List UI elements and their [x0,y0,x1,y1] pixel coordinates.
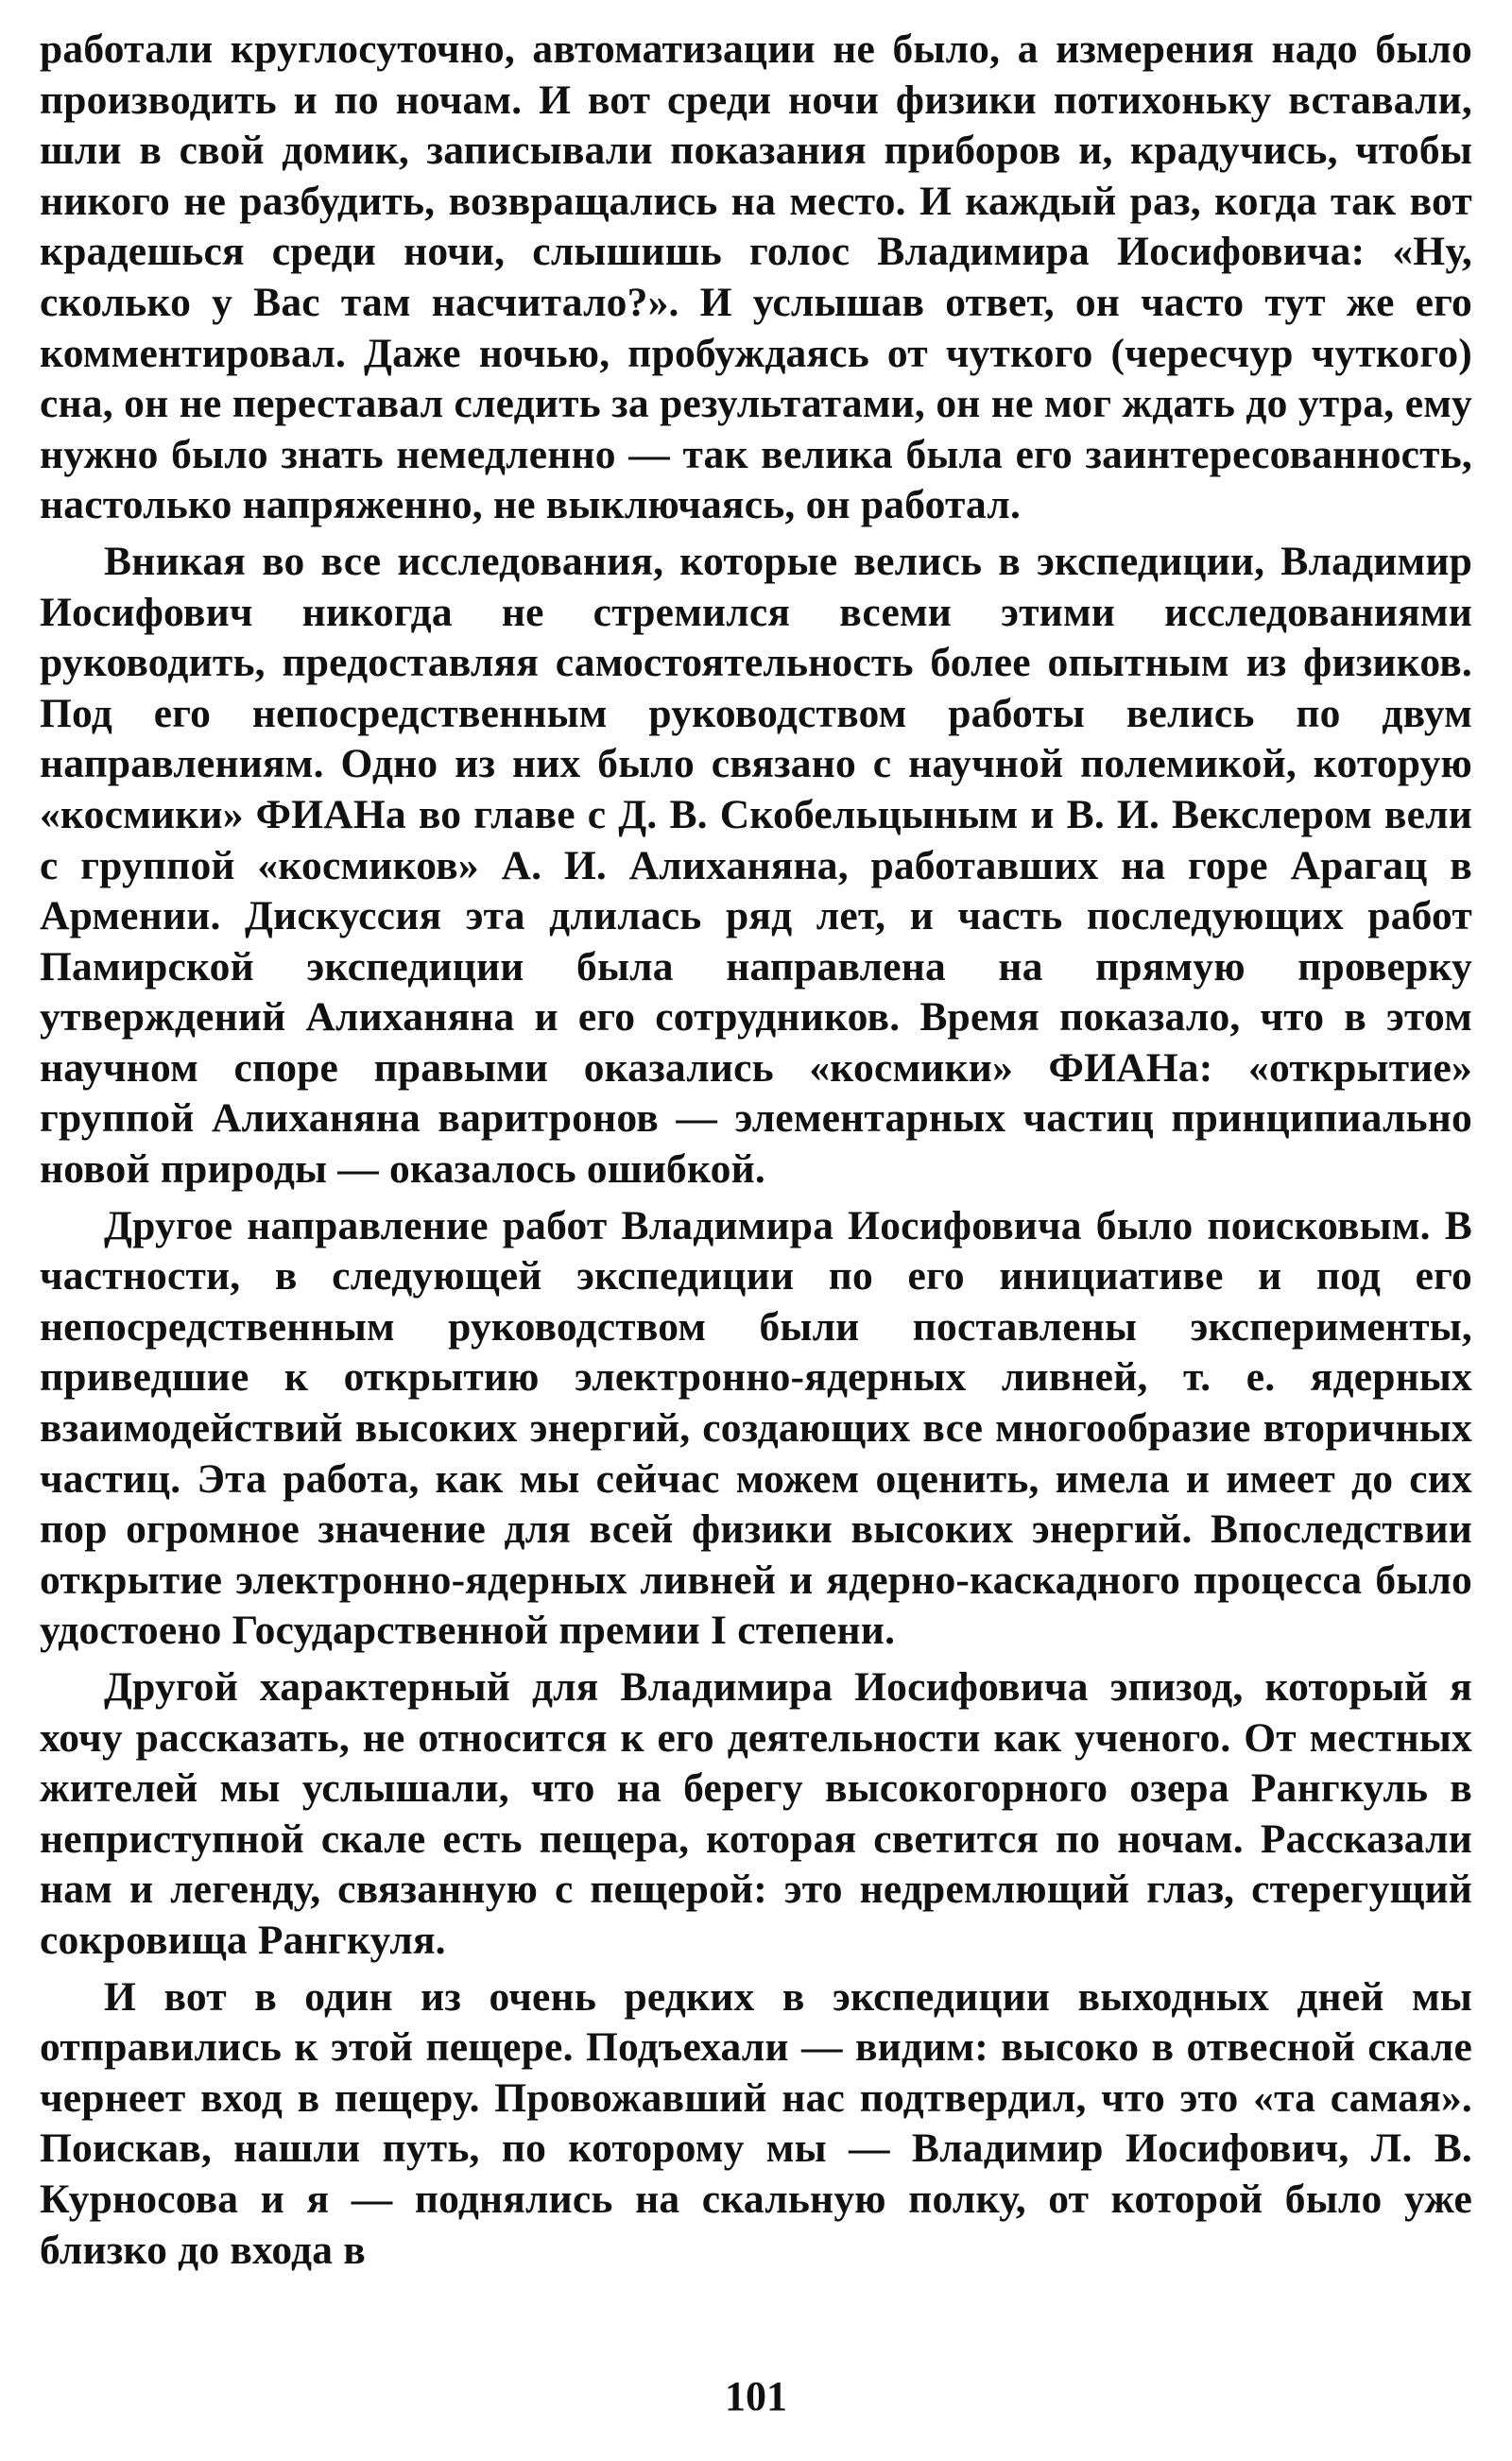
page-number: 101 [725,2373,787,2419]
paragraph-2: Вникая во все исследования, которые велись в экспедиции, Владимир Иосифович никогда не стремился всеми этими исследованиями руководить, предоставляя самостоятельность более опытным из физиков. Под его непосредственным руководством работы велись по двум направлениям. Одно из них было связано с научной полемикой, которую «космики» ФИАНа во главе с Д. В. Скобельцыным и В. И. Векслером вели с группой «космиков» А. И. Алиханяна, работавших на горе Арагац в Армении. Дискуссия эта длилась ряд лет, и часть последующих работ Памирской экспедиции была направлена на прямую проверку утверждений Алиханяна и его сотрудников. Время показало, что в этом научном споре правыми оказались «космики» ФИАНа: «открытие» группой Алиханяна варитронов — элементарных частиц принципиально новой природы — оказалось ошибкой. [40,538,1472,1193]
paragraph-1: работали круглосуточно, автоматизации не было, а измерения надо было производить и по ночам. И вот среди ночи физики потихоньку вставали, шли в свой домик, записывали показания приборов и, крадучись, чтобы никого не разбудить, возвращались на место. И каждый раз, когда так вот крадешься среди ночи, слышишь голос Владимира Иосифовича: «Ну, сколько у Вас там насчитало?». И услышав ответ, он часто тут же его комментировал. Даже ночью, пробуждаясь от чуткого (чересчур чуткого) сна, он не переставал следить за результатами, он не мог ждать до утра, ему нужно было знать немедленно — так велика была его заинтересованность, настолько напряженно, не выключаясь, он работал. [40,26,1472,528]
paragraph-5: И вот в один из очень редких в экспедиции выходных дней мы отправились к этой пещере. Подъехали — видим: высоко в отвесной скале чернеет вход в пещеру. Провожавший нас подтвердил, что это «та самая». Поискав, нашли путь, по которому мы — Владимир Иосифович, Л. В. Курносова и я — поднялись на скальную полку, от которой было уже близко до входа в [40,1973,1472,2273]
paragraph-4: Другой характерный для Владимира Иосифовича эпизод, который я хочу рассказать, не относится к его деятельности как ученого. От местных жителей мы услышали, что на берегу высокогорного озера Рангкуль в неприступной скале есть пещера, которая светится по ночам. Рассказали нам и легенду, связанную с пещерой: это недремлющий глаз, стерегущий сокровища Рангкуля. [40,1664,1472,1963]
paragraph-3: Другое направление работ Владимира Иосифовича было поисковым. В частности, в следующей экспедиции по его инициативе и под его непосредственным руководством были поставлены эксперименты, приведшие к открытию электронно-ядерных ливней, т. е. ядерных взаимодействий высоких энергий, создающих все многообразие вторичных частиц. Эта работа, как мы сейчас можем оценить, имела и имеет до сих пор огромное значение для всей физики высоких энергий. Впоследствии открытие электронно-ядерных ливней и ядерно-каскадного процесса было удостоено Государственной премии I степени. [40,1202,1472,1654]
body-text [40,25,1472,2276]
